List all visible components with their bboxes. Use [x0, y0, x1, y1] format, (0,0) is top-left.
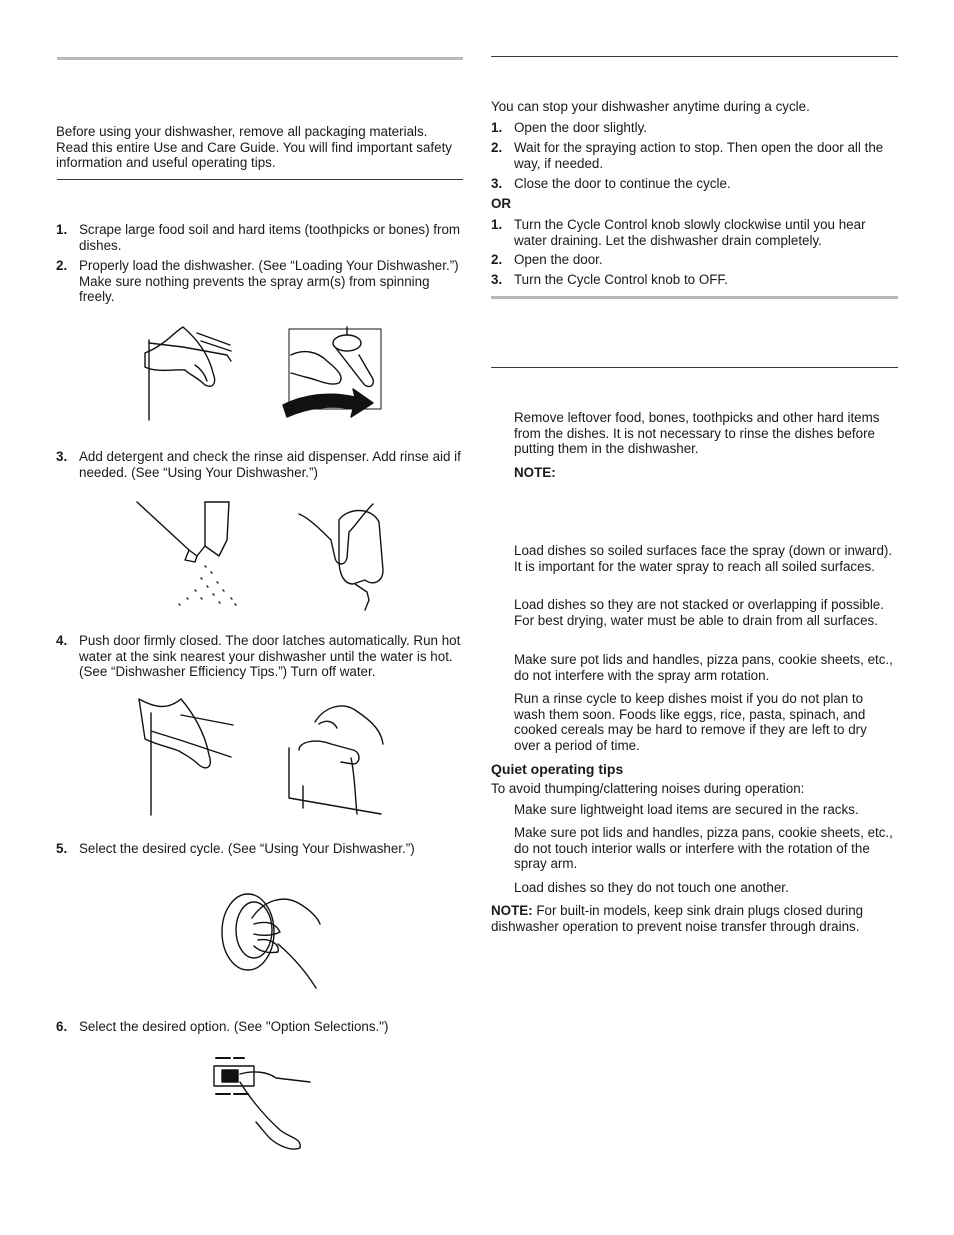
quiet-intro: To avoid thumping/clattering noises during operation: [491, 781, 805, 796]
final-note-label: NOTE: [491, 903, 533, 918]
step-text: Properly load the dishwasher. (See “Loading Your Dishwasher.”) Make sure nothing prevents the spray arm(s) from spinning freely. [79, 258, 459, 305]
stop-step-text: Open the door slightly. [514, 120, 647, 135]
detergent-illustration [135, 500, 245, 608]
final-note-text: For built-in models, keep sink drain plugs closed during dishwasher operation to prevent noise transfer through drains. [491, 903, 864, 934]
quiet-tip: Load dishes so they do not touch one another. [514, 880, 789, 895]
left-top-rule [57, 57, 463, 60]
spray-arm-illustration [283, 325, 388, 420]
cycle-knob-illustration [218, 884, 323, 992]
step-number: 4. [56, 633, 68, 648]
quiet-tip: Make sure lightweight load items are secured in the racks. [514, 802, 859, 817]
step-text: Scrape large food soil and hard items (toothpicks or bones) from dishes. [79, 222, 461, 253]
faucet-illustration [285, 698, 385, 816]
stop-step-number: 2. [491, 140, 503, 155]
stop-step-number: 3. [491, 176, 503, 191]
final-note [491, 903, 896, 934]
step-number: 5. [56, 841, 68, 856]
stop-step-text: Open the door. [514, 252, 603, 267]
step-number: 3. [56, 449, 68, 464]
step-number: 2. [56, 258, 68, 273]
stop-step-text: Turn the Cycle Control knob slowly clockwise until you hear water draining. Let the dishwasher drain completely. [514, 217, 866, 248]
right-top-rule [491, 56, 898, 57]
scrape-dishes-illustration [135, 325, 245, 420]
note-label: NOTE: [514, 465, 556, 480]
load-tip: Load dishes so soiled surfaces face the spray (down or inward). It is important for the water spray to reach all soiled surfaces. [514, 543, 893, 574]
stop-intro: You can stop your dishwasher anytime during a cycle. [491, 99, 810, 114]
load-tip: Run a rinse cycle to keep dishes moist if you do not plan to wash them soon. Foods like eggs, rice, pasta, spinach, and cooked cereals may be hard to remove if they are left to dry over a period of time. [514, 691, 867, 753]
stop-step-number: 1. [491, 217, 503, 232]
stop-step-number: 1. [491, 120, 503, 135]
right-section-rule [491, 296, 898, 299]
stop-step-number: 2. [491, 252, 503, 267]
left-section-rule [57, 179, 463, 180]
or-label: OR [491, 196, 512, 211]
quiet-heading: Quiet operating tips [491, 761, 624, 777]
right-subsection-rule [491, 367, 898, 368]
step-text: Push door firmly closed. The door latches automatically. Run hot water at the sink nearest your dishwasher until the water is hot. (See “Dishwasher Efficiency Tips.”) Turn off water. [79, 633, 461, 680]
step-text: Select the desired option. (See "Option Selections.") [79, 1019, 389, 1034]
stop-step-number: 3. [491, 272, 503, 287]
load-tip: Load dishes so they are not stacked or overlapping if possible. For best drying, water must be able to drain from all surfaces. [514, 597, 884, 628]
step-text: Select the desired cycle. (See “Using Your Dishwasher.”) [79, 841, 415, 856]
quiet-tip: Make sure pot lids and handles, pizza pans, cookie sheets, etc., do not touch interior walls or interfere with the rotation of the spray arm. [514, 825, 893, 872]
stop-step-text: Close the door to continue the cycle. [514, 176, 731, 191]
step-text: Add detergent and check the rinse aid dispenser. Add rinse aid if needed. (See “Using Your Dishwasher.”) [79, 449, 461, 480]
close-door-illustration [135, 695, 245, 815]
load-tip: Make sure pot lids and handles, pizza pans, cookie sheets, etc., do not interfere with the spray arm rotation. [514, 652, 893, 683]
step-number: 1. [56, 222, 68, 237]
stop-step-text: Turn the Cycle Control knob to OFF. [514, 272, 728, 287]
intro-paragraph: Before using your dishwasher, remove all packaging materials. Read this entire Use and Care Guide. You will find important safety information and useful operating tips. [56, 124, 452, 171]
option-button-illustration [210, 1052, 320, 1152]
step-number: 6. [56, 1019, 68, 1034]
rinse-aid-illustration [295, 500, 390, 610]
stop-step-text: Wait for the spraying action to stop. Then open the door all the way, if needed. [514, 140, 884, 171]
prep-text: Remove leftover food, bones, toothpicks and other hard items from the dishes. It is not necessary to rinse the dishes before putting them in the dishwasher. [514, 410, 880, 457]
